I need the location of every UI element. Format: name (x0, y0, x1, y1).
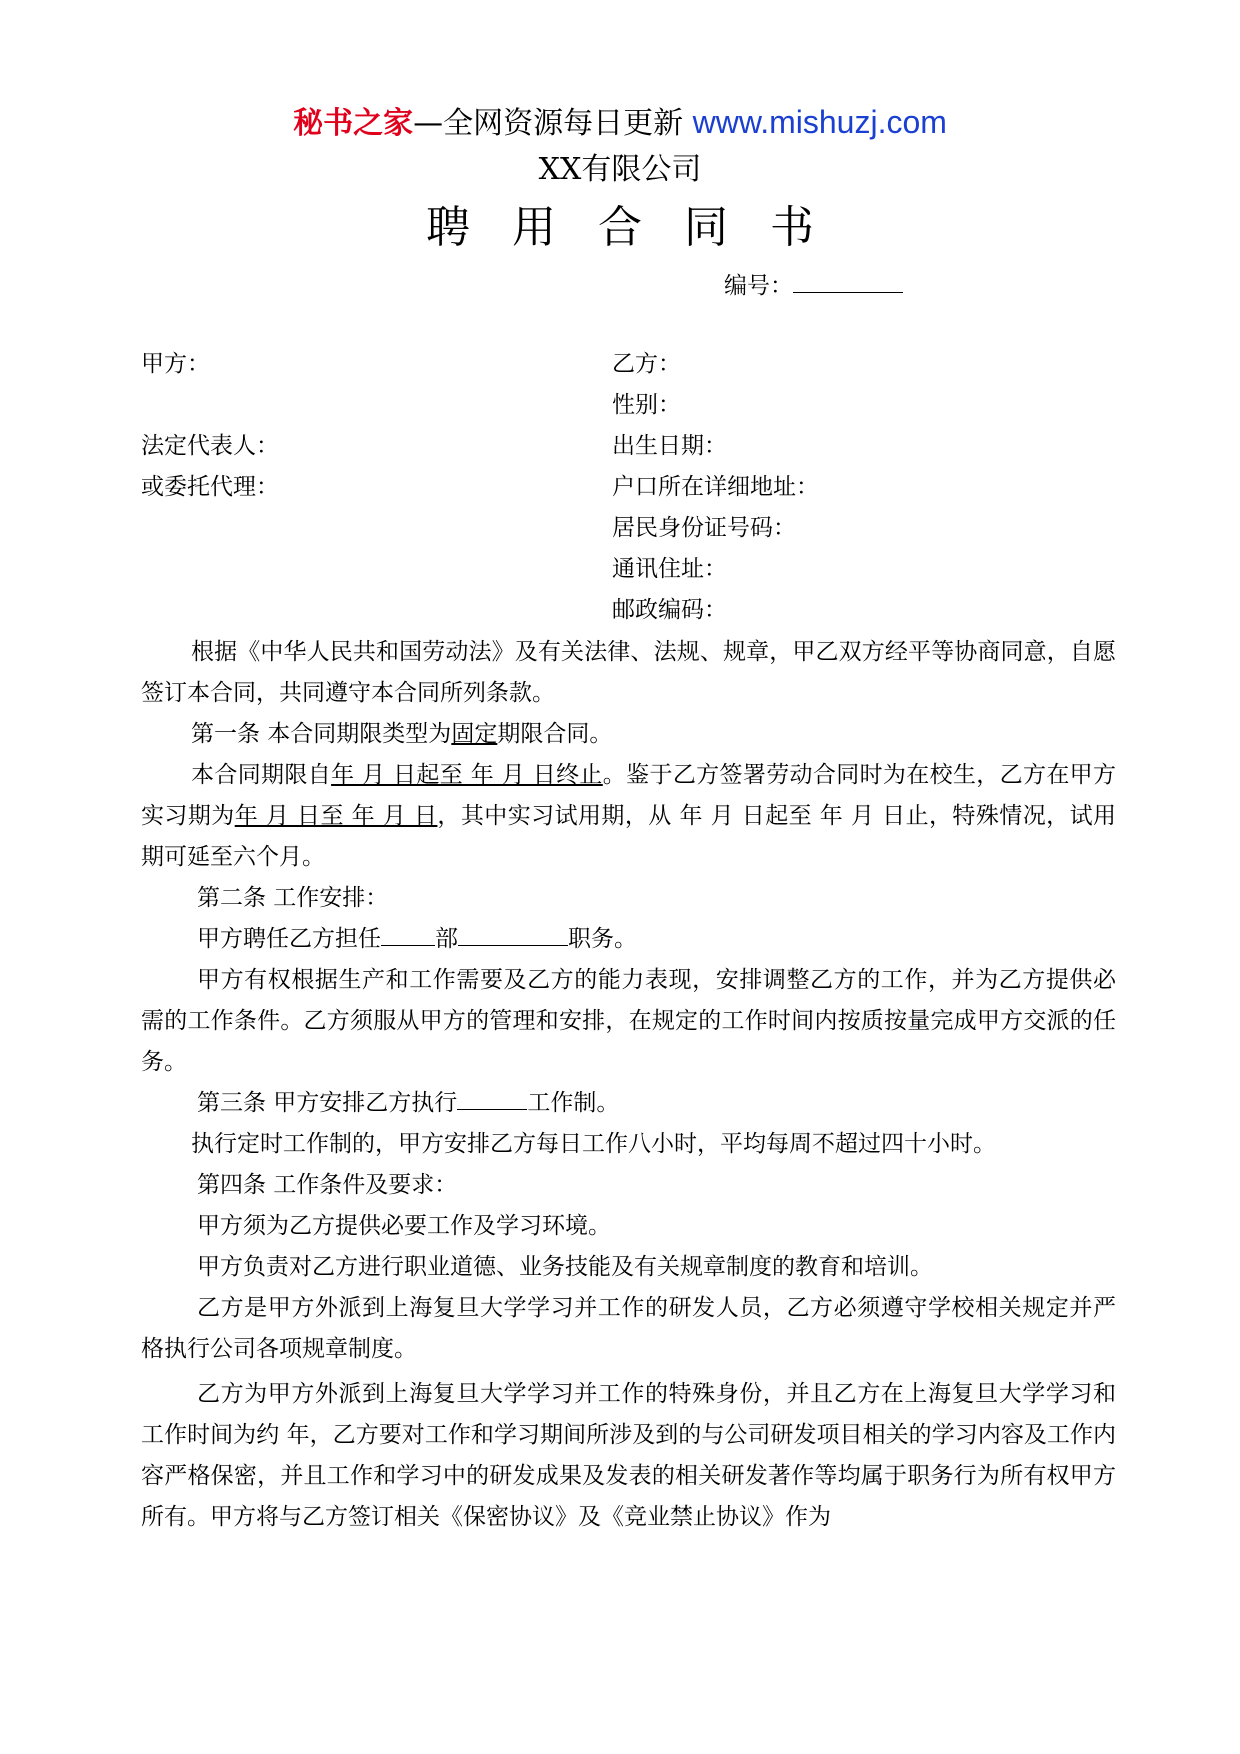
mailing-address-label: 通讯住址： (612, 556, 727, 582)
serial-number (724, 268, 903, 303)
banner-url-link[interactable]: www.mishuzj.com (692, 104, 947, 140)
household-address-label: 户口所在详细地址： (612, 474, 819, 500)
document-title: 聘用合同书 (426, 202, 856, 253)
party-b-label: 乙方： (612, 351, 681, 377)
site-banner (0, 100, 1240, 146)
article-2-assignment: 甲方聘任乙方担任 部 职务。 (141, 919, 1116, 960)
serial-label: 编号： (724, 273, 793, 299)
contract-body (141, 632, 1116, 1538)
id-number-label: 居民身份证号码： (612, 515, 796, 541)
gender-label: 性别： (612, 392, 681, 418)
article-4-item-b: 甲方负责对乙方进行职业道德、业务技能及有关规章制度的教育和培训。 (197, 1254, 933, 1280)
company-name: XX有限公司 (538, 152, 702, 187)
postcode-label: 邮政编码： (612, 597, 727, 623)
banner-brand: 秘书之家 (293, 106, 414, 141)
article-2-detail: 甲方有权根据生产和工作需要及乙方的能力表现，安排调整乙方的工作，并为乙方提供必需的工作条件。乙方须服从甲方的管理和安排，在规定的工作时间内按质按量完成甲方交派的任务。 (141, 967, 1116, 1075)
serial-blank (793, 268, 903, 293)
contract-term-paragraph: 本合同期限自年 月 日起至 年 月 日终止。鉴于乙方签署劳动合同时为在校生，乙方在甲方实习期为年 月 日至 年 月 日，其中实习试用期，从 年 月 日起至 年 月 日止，特殊情况，试用期可延至六个月。 (141, 762, 1116, 870)
party-a-info (141, 344, 279, 508)
article-4: 第四条 工作条件及要求： (197, 1172, 458, 1198)
fixed-term-text: 固定 (451, 721, 498, 747)
legal-rep-label: 法定代表人： (141, 433, 279, 459)
article-4-item-d: 乙方为甲方外派到上海复旦大学学习并工作的特殊身份，并且乙方在上海复旦大学学习和工作时间为约 年，乙方要对工作和学习期间所涉及到的与公司研发项目相关的学习内容及工作内容严格保密，并且工作和学习中的研发成果及发表的相关研发著作等均属于职务行为所有权甲方所有。甲方将与乙方签订相关《保密协议》及《竞业禁止协议》作为 (141, 1381, 1116, 1530)
party-a-label: 甲方： (141, 351, 210, 377)
intro-paragraph: 根据《中华人民共和国劳动法》及有关法律、法规、规章，甲乙双方经平等协商同意，自愿签订本合同，共同遵守本合同所列条款。 (141, 639, 1116, 706)
intern-dates: 年 月 日至 年 月 日 (234, 803, 438, 829)
birth-label: 出生日期： (612, 433, 727, 459)
banner-tagline: —全网资源每日更新 (413, 106, 693, 141)
article-4-item-c: 乙方是甲方外派到上海复旦大学学习并工作的研发人员，乙方必须遵守学校相关规定并严格执行公司各项规章制度。 (141, 1295, 1116, 1362)
article-2: 第二条 工作安排： (197, 885, 389, 911)
agent-label: 或委托代理： (141, 474, 279, 500)
article-1: 第一条 本合同期限类型为固定期限合同。 (191, 721, 613, 747)
article-4-item-a: 甲方须为乙方提供必要工作及学习环境。 (197, 1213, 611, 1239)
party-b-info (612, 344, 819, 631)
article-3-detail: 执行定时工作制的，甲方安排乙方每日工作八小时，平均每周不超过四十小时。 (191, 1131, 996, 1157)
term-dates: 年 月 日起至 年 月 日终止 (331, 762, 603, 788)
article-3: 第三条 甲方安排乙方执行 工作制。 (141, 1083, 1116, 1124)
